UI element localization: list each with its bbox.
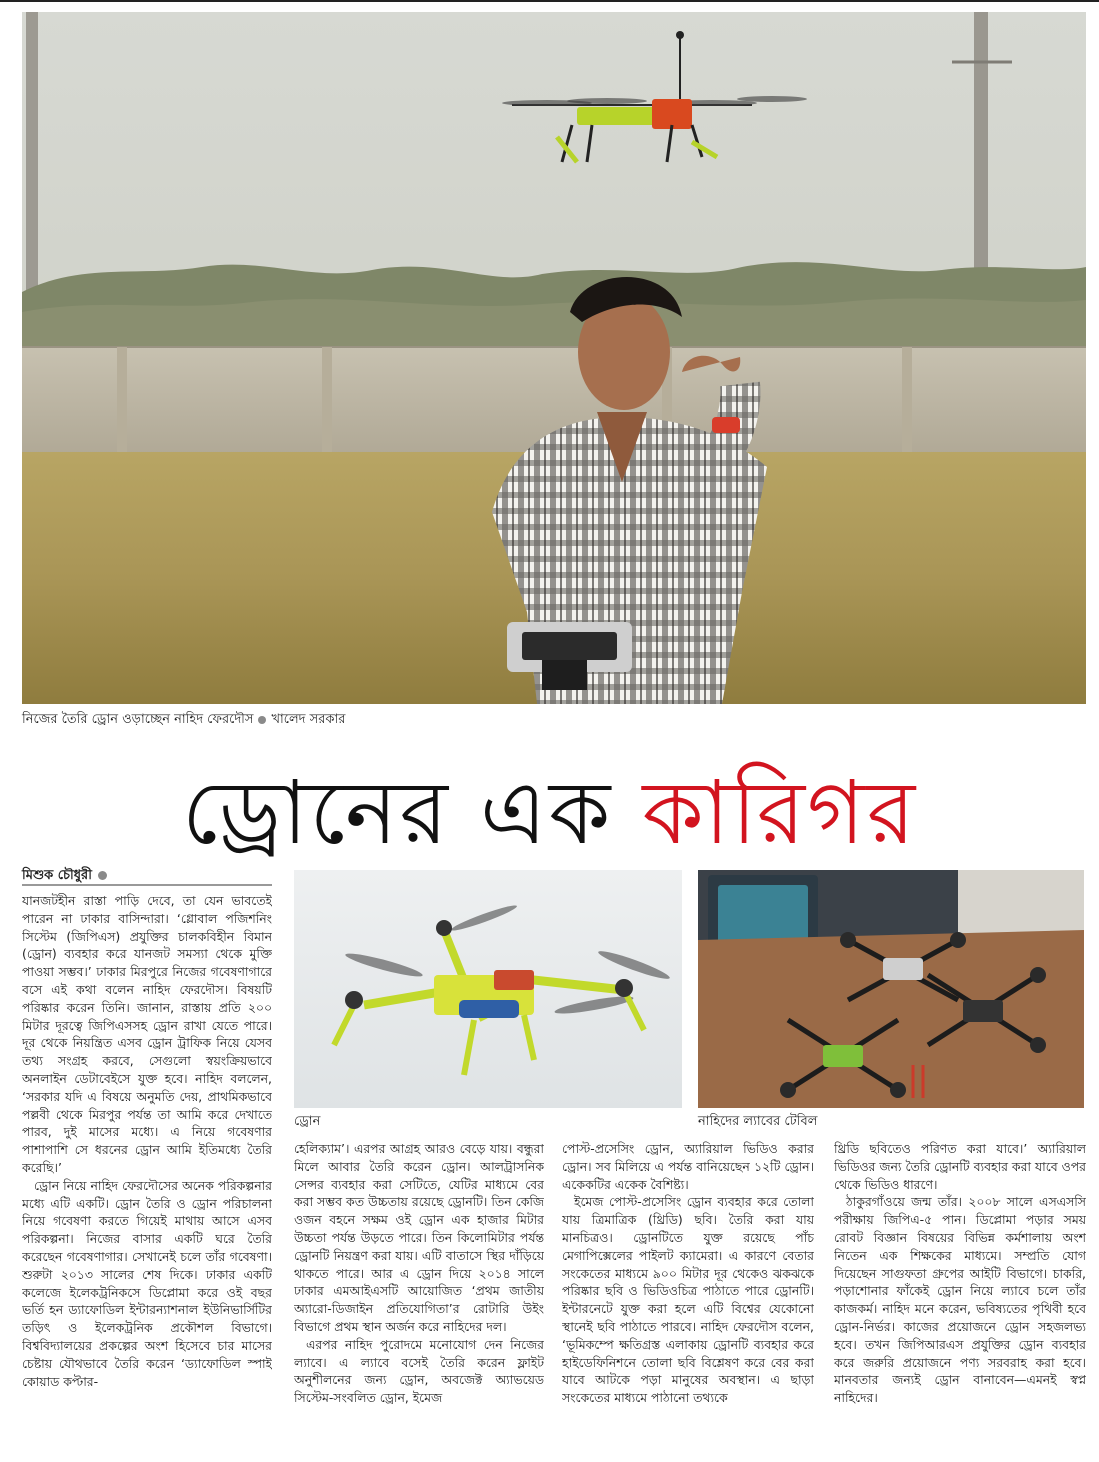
bullet-icon [98,871,107,880]
paragraph: ইমেজ পোস্ট-প্রসেসিং ড্রোন ব্যবহার করে তোলা যায় ত্রিমাত্রিক (থ্রিডি) ছবি। তৈরি করা যায় মানচিত্রও। ড্রোনটিতে যুক্ত রয়েছে পাঁচ মেগাপিক্সেলের পাইলট ক্যামেরা। এ কারণে বেতার সংকেতের মাধ্যমে ৯০০ মিটার দূর থেকেও ঝকঝকে পরিষ্কার ছবি ও ভিডিওচিত্র পাঠাতে পারে ড্রোনটি। ইন্টারনেটে যুক্ত করা হলে এটি বিশ্বের যেকোনো স্থানেই ছবি পাঠাতে পারবে। নাহিদ ফেরদৌস বলেন, ‘ভূমিকম্পে ক্ষতিগ্রস্ত এলাকায় ড্রোনটি ব্যবহার করে হাইডেফিনিশনে তোলা ছবি বিশ্লেষণ করে বের করা যাবে আটকে পড়া মানুষের অবস্থান। এ ছাড়া সংকেতের মাধ্যমে পাঠানো তথ্যকে [562,1194,814,1406]
lab-photo-caption: নাহিদের ল্যাবের টেবিল [698,1114,818,1129]
paragraph: এরপর নাহিদ পুরোদমে মনোযোগ দেন নিজের ল্যাবে। এ ল্যাবে বসেই তৈরি করেন ফ্লাইট অনুশীলনের জন্য ড্রোন, অবজেক্ট অ্যাভয়েড সিস্টেম-সংবলিত ড্রোন, ইমেজ [294,1336,544,1406]
headline [0,758,1099,868]
top-rule [0,0,1099,2]
lab-photo [698,870,1084,1108]
drone-photo-caption: ড্রোন [294,1114,321,1129]
byline-rule [22,884,272,886]
paragraph: ঠাকুরগাঁওয়ে জন্ম তাঁর। ২০০৮ সালে এসএসসি পরীক্ষায় জিপিএ-৫ পান। ডিপ্লোমা পড়ার সময় রোবট বিজ্ঞান বিষয়ের বিভিন্ন কর্মশালায় অংশ নিতেন এক শিক্ষকের মাধ্যমে। সম্প্রতি যোগ দিয়েছেন সাগুফতা গ্রুপের আইটি বিভাগে। চাকরি, পড়াশোনার ফাঁকেই ড্রোন নিয়ে ল্যাবে চলে তাঁর কাজকর্ম। নাহিদ মনে করেন, ভবিষ্যতের পৃথিবী হবে ড্রোন-নির্ভর। কাজের প্রয়োজনে ড্রোন সহজলভ্য হবে। তখন জিপিআরএস প্রযুক্তির ড্রোন ব্যবহার করে জরুরি প্রয়োজনে পণ্য সরবরাহ করা হবে। মানবতার জন্যই ড্রোন বানাবেন—এমনই স্বপ্ন নাহিদের। [834,1194,1086,1406]
headline-part1: ড্রোনের এক [181,761,613,864]
paragraph: থ্রিডি ছবিতেও পরিণত করা যাবে।’ অ্যারিয়াল ভিডিওর জন্য তৈরি ড্রোনটি ব্যবহার করা যাবে ওপর থেকে ভিডিও ধারণে। [834,1141,1086,1192]
article-column-4 [834,1140,1086,1454]
drone-photo [294,870,682,1108]
hero-caption [22,712,345,728]
paragraph: হেলিক্যাম’। এরপর আগ্রহ আরও বেড়ে যায়। বন্ধুরা মিলে আবার তৈরি করেন ড্রোন। আলট্রাসনিক সেন্সর ব্যবহার করা সেটিতে, যেটির মাধ্যমে বের করা সম্ভব কত উচ্চতায় রয়েছে ড্রোনটি। তিন কেজি ওজন বহনে সক্ষম ওই ড্রোন এক হাজার মিটার উচ্চতা পর্যন্ত উড়তে পারে। তিন কিলোমিটার পর্যন্ত ড্রোনটি নিয়ন্ত্রণ করা যায়। এটি বাতাসে স্থির দাঁড়িয়ে থাকতে পারে। আর এ ড্রোন দিয়ে ২০১৪ সালে ঢাকার এমআইএসটি আয়োজিত ‘প্রথম জাতীয় অ্যারো-ডিজাইন প্রতিযোগিতা’র রোটারি উইং বিভাগে প্রথম স্থান অর্জন করে নাহিদের দল। [294,1141,544,1334]
hero-caption-text: নিজের তৈরি ড্রোন ওড়াচ্ছেন নাহিদ ফেরদৌস [22,712,254,727]
article-column-1 [22,892,272,1452]
hero-caption-credit: খালেদ সরকার [271,712,346,727]
byline-author: মিশুক চৌধুরী [22,868,92,883]
paragraph: ড্রোন নিয়ে নাহিদ ফেরদৌসের অনেক পরিকল্পনার মধ্যে এটি একটি। ড্রোন তৈরি ও ড্রোন পরিচালনা নিয়ে গবেষণা করতে গিয়েই মাথায় আসে এসব পরিকল্পনা। নিজের বাসার একটি ঘরে তৈরি করেছেন গবেষণাগার। সেখানেই চলে তাঁর গবেষণা। শুরুটা ২০১৩ সালের শেষ দিকে। ঢাকার একটি কলেজে ইলেকট্রনিকসে ডিপ্লোমা করে ওই বছর ভর্তি হন ড্যাফোডিল ইন্টারন্যাশনাল ইউনিভার্সিটির তড়িৎ ও ইলেকট্রনিক প্রকৌশল বিভাগে। বিশ্ববিদ্যালয়ের প্রকল্পের অংশ হিসেবে চার মাসের চেষ্টায় যৌথভাবে তৈরি করেন ‘ড্যাফোডিল স্পাই কোয়াড কপ্টার- [22,1177,272,1389]
paragraph: পোস্ট-প্রসেসিং ড্রোন, অ্যারিয়াল ভিডিও করার ড্রোন। সব মিলিয়ে এ পর্যন্ত বানিয়েছেন ১২টি ড্রোন। একেকটির একেক বৈশিষ্ট্য। [562,1141,814,1192]
headline-part2: কারিগর [642,761,918,864]
paragraph: যানজটহীন রাস্তা পাড়ি দেবে, তা যেন ভাবতেই পারেন না ঢাকার বাসিন্দারা। ‘গ্লোবাল পজিশনিং সিস্টেম (জিপিএস) প্রযুক্তির চালকবিহীন বিমান (ড্রোন) ব্যবহার করে যানজট সমস্যা থেকে মুক্তি পাওয়া সম্ভব।’ ঢাকার মিরপুরে নিজের গবেষণাগারে বসে এই কথা বলেন নাহিদ ফেরদৌস। বিষয়টি পরিষ্কার করেন তিনি। জানান, রাস্তায় প্রতি ২০০ মিটার দূরত্বে জিপিএসসহ ড্রোন রাখা যেতে পারে। দূর থেকে নিয়ন্ত্রিত এসব ড্রোন ট্রাফিক নিয়ে যেসব তথ্য সংগ্রহ করবে, সেগুলো স্বয়ংক্রিয়ভাবে অনলাইন ডেটাবেইসে যুক্ত হবে। নাহিদ বললেন, ‘সরকার যদি এ বিষয়ে অনুমতি দেয়, প্রাথমিকভাবে পল্লবী থেকে মিরপুর পর্যন্ত তা আমি করে দেখাতে পারব, দুই মাসের মধ্যে। এ নিয়ে গবেষণার পাশাপাশি সে ধরনের ড্রোন আমি ইতিমধ্যে তৈরি করেছি।’ [22,893,272,1175]
article-column-3 [562,1140,814,1454]
bullet-icon [258,716,266,724]
hero-photo [22,12,1086,704]
article-column-2 [294,1140,544,1454]
